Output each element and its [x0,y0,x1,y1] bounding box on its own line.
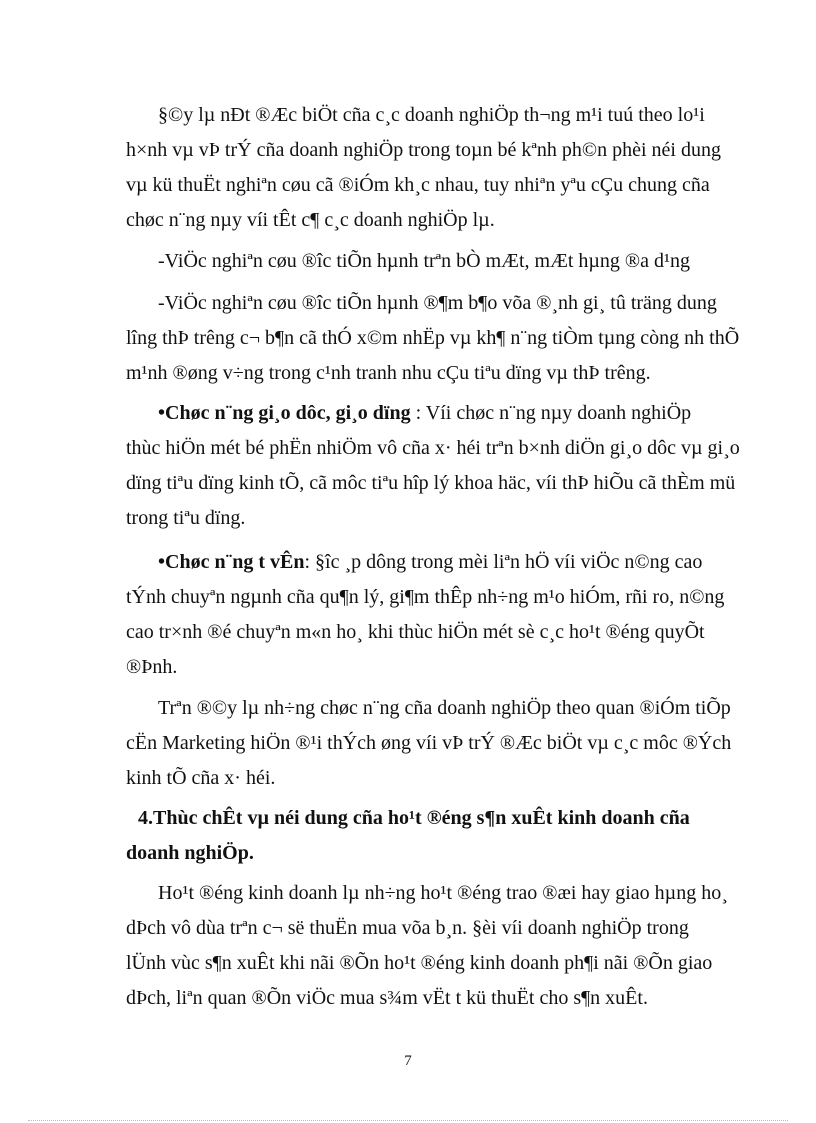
text-line: lÜnh vùc s¶n xuÊt khi nãi ®Õn ho¹t ®éng kinh doanh ph¶i nãi ®Õn giao [126,952,713,974]
text-line: lîng thÞ trêng c¬ b¶n cã thÓ x©m nhËp vµ kh¶ n¨ng tiÒm tµng còng nh thÕ [126,327,740,349]
bullet-icon: • [158,551,166,573]
text-line [126,396,698,431]
page-number: 7 [404,1053,412,1069]
text-line: dÞch, liªn quan ®Õn viÖc mua s¾m vËt t kü thuËt cho s¶n xuÊt. [126,987,648,1009]
text-line: vµ kü thuËt nghiªn cøu cã ®iÓm kh¸c nhau, tuy nhiªn yªu cÇu chung cña [126,174,710,196]
paragraph-4 [126,396,740,536]
text-line: §©y lµ nÐt ®Æc biÖt cña c¸c doanh nghiÖp th¬ng m¹i tuú theo lo¹i [158,104,705,126]
text-line: tÝnh chuyªn ngµnh cña qu¶n lý, gi¶m thÊp nh÷ng m¹o hiÓm, rñi ro, n©ng [126,586,725,608]
paragraph-2 [126,244,698,279]
bullet-lead: Chøc n¨ng gi¸o dôc, gi¸o dïng [165,402,411,424]
bullet-text: : §îc ¸p dông trong mèi liªn hÖ víi viÖc n©ng cao [304,551,703,573]
text-line: Trªn ®©y lµ nh÷ng chøc n¨ng cña doanh nghiÖp theo quan ®iÓm tiÕp [158,697,731,719]
heading-line: doanh nghiÖp. [126,842,254,864]
paragraph-7 [126,876,728,1016]
bullet-text: : Víi chøc n¨ng nµy doanh nghiÖp [410,402,692,424]
text-line: thùc hiÖn mét bé phËn nhiÖm vô cña x· héi trªn b×nh diÖn gi¸o dôc vµ gi¸o [126,437,740,459]
text-line: kinh tÕ cña x· héi. [126,767,276,789]
text-line: dÞch vô dùa trªn c¬ së thuËn mua võa b¸n. §èi víi doanh nghiÖp trong [126,917,689,939]
page-bottom-divider [28,1120,788,1121]
text-line: h×nh vµ vÞ trÝ cña doanh nghiÖp trong toµn bé kªnh ph©n phèi néi dung [126,139,721,161]
heading-line: 4.Thùc chÊt vµ néi dung cña ho¹t ®éng s¶n xuÊt kinh doanh cña [138,807,690,829]
text-line: cao tr×nh ®é chuyªn m«n ho¸ khi thùc hiÖn mét sè c¸c ho¹t ®éng quyÕt [126,621,705,643]
paragraph-1 [126,98,721,238]
text-line: m¹nh ®øng v÷ng trong c¹nh tranh nhu cÇu tiªu dïng vµ thÞ trêng. [126,362,651,384]
text-line: chøc n¨ng nµy víi tÊt c¶ c¸c doanh nghiÖp lµ. [126,209,495,231]
text-line: ®Þnh. [126,656,178,678]
text-line: Ho¹t ®éng kinh doanh lµ nh÷ng ho¹t ®éng trao ®æi hay giao hµng ho¸ [158,882,728,904]
paragraph-3 [126,286,740,391]
paragraph-6 [126,691,732,796]
bullet-icon: • [158,402,166,424]
text-line: trong tiªu dïng. [126,507,246,529]
paragraph-5 [126,545,725,685]
text-line: cËn Marketing hiÖn ®¹i thÝch øng víi vÞ trÝ ®Æc biÖt vµ c¸c môc ®Ých [126,732,732,754]
section-heading [126,801,698,871]
text-line: -ViÖc nghiªn cøu ®îc tiÕn hµnh trªn bÒ mÆt, mÆt hµng ®a d¹ng [158,250,691,272]
bullet-lead: Chøc n¨ng t vÊn [165,551,305,573]
text-line: -ViÖc nghiªn cøu ®îc tiÕn hµnh ®¶m b¶o võa ®¸nh gi¸ tû träng dung [158,292,717,314]
text-line: dïng tiªu dïng kinh tÕ, cã môc tiªu hîp lý khoa häc, víi thÞ hiÕu cã thÈm mü [126,472,736,494]
text-line [126,545,703,580]
